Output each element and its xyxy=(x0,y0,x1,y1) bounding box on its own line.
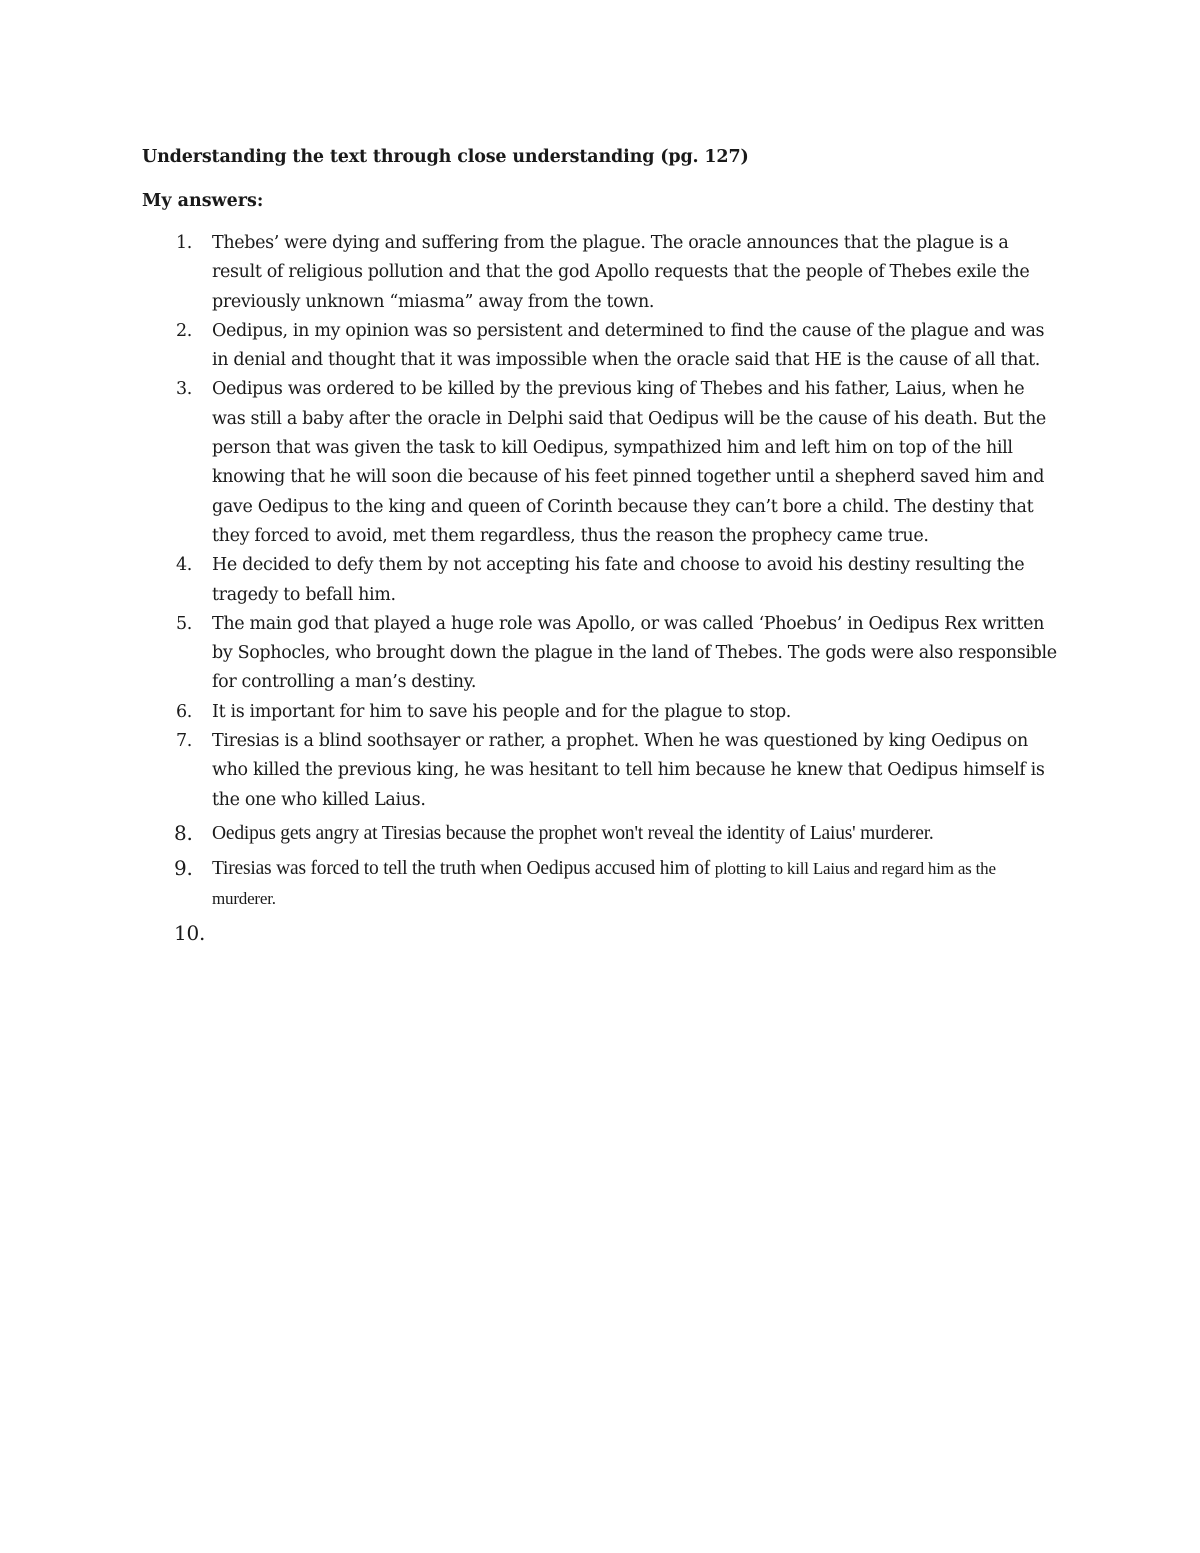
document-title: Understanding the text through close understanding (pg. 127) xyxy=(142,147,749,167)
answer-text: It is important for him to save his people and for the plague to stop. xyxy=(212,701,792,722)
answer-number: 10. xyxy=(174,921,206,946)
answer-text: Oedipus, in my opinion was so persistent and determined to find the cause of the plague and was in denial and thought that it was impossible when the oracle said that HE is the cause of all that. xyxy=(212,320,1045,371)
answer-number: 9. xyxy=(174,856,193,881)
answer-number: 2. xyxy=(176,320,192,341)
answer-item-10 xyxy=(142,919,1062,949)
answer-text xyxy=(212,923,217,944)
answer-text-part2: plotting to kill Laius and regard him as the murderer. xyxy=(212,859,996,908)
answer-item-1 xyxy=(142,229,1062,317)
answer-number: 4. xyxy=(176,555,192,576)
answer-item-6 xyxy=(142,698,1062,727)
answer-text: Thebes’ were dying and suffering from the plague. The oracle announces that the plague is a result of religious pollution and that the god Apollo requests that the people of Thebes exile the previously unknown “miasma” away from the town. xyxy=(212,233,1030,312)
answer-number: 7. xyxy=(176,731,192,752)
answer-item-5 xyxy=(142,610,1062,698)
answers-list xyxy=(142,229,1062,949)
answer-item-4 xyxy=(142,551,1062,610)
answer-text: The main god that played a huge role was Apollo, or was called ‘Phoebus’ in Oedipus Rex written by Sophocles, who brought down the plague in the land of Thebes. The gods were also responsible for controlling a man’s destiny. xyxy=(212,613,1057,693)
answer-number: 8. xyxy=(174,820,193,845)
answer-number: 3. xyxy=(176,379,192,400)
answer-text: Oedipus was ordered to be killed by the previous king of Thebes and his father, Laius, when he was still a baby after the oracle in Delphi said that Oedipus will be the cause of his death. But the person that was given the task to kill Oedipus, sympathized him and left him on top of the hill knowing that he will soon die because of his feet pinned together until a shepherd saved him and gave Oedipus to the king and queen of Corinth because they can’t bore a child. The destiny that they forced to avoid, met them regardless, thus the reason the prophecy came true. xyxy=(212,379,1046,546)
answer-item-7 xyxy=(142,727,1062,815)
answer-item-9 xyxy=(142,854,1062,913)
answer-text-part1: Tiresias was forced to tell the truth when Oedipus accused him of xyxy=(212,858,715,880)
answer-text: Oedipus gets angry at Tiresias because the prophet won't reveal the identity of Laius' murderer. xyxy=(212,822,934,844)
answer-number: 6. xyxy=(176,701,192,722)
answer-item-3 xyxy=(142,375,1062,551)
document-subtitle: My answers: xyxy=(142,191,264,211)
answer-text: He decided to defy them by not accepting his fate and choose to avoid his destiny resulting the tragedy to befall him. xyxy=(212,555,1025,605)
document-content xyxy=(142,143,1062,949)
answer-item-8 xyxy=(142,819,1062,849)
answer-number: 5. xyxy=(176,613,192,634)
answer-text: Tiresias is a blind soothsayer or rather, a prophet. When he was questioned by king Oedipus on who killed the previous king, he was hesitant to tell him because he knew that Oedipus himself is the one who killed Laius. xyxy=(212,731,1045,810)
answer-number: 1. xyxy=(176,233,192,253)
answer-item-2 xyxy=(142,317,1062,376)
